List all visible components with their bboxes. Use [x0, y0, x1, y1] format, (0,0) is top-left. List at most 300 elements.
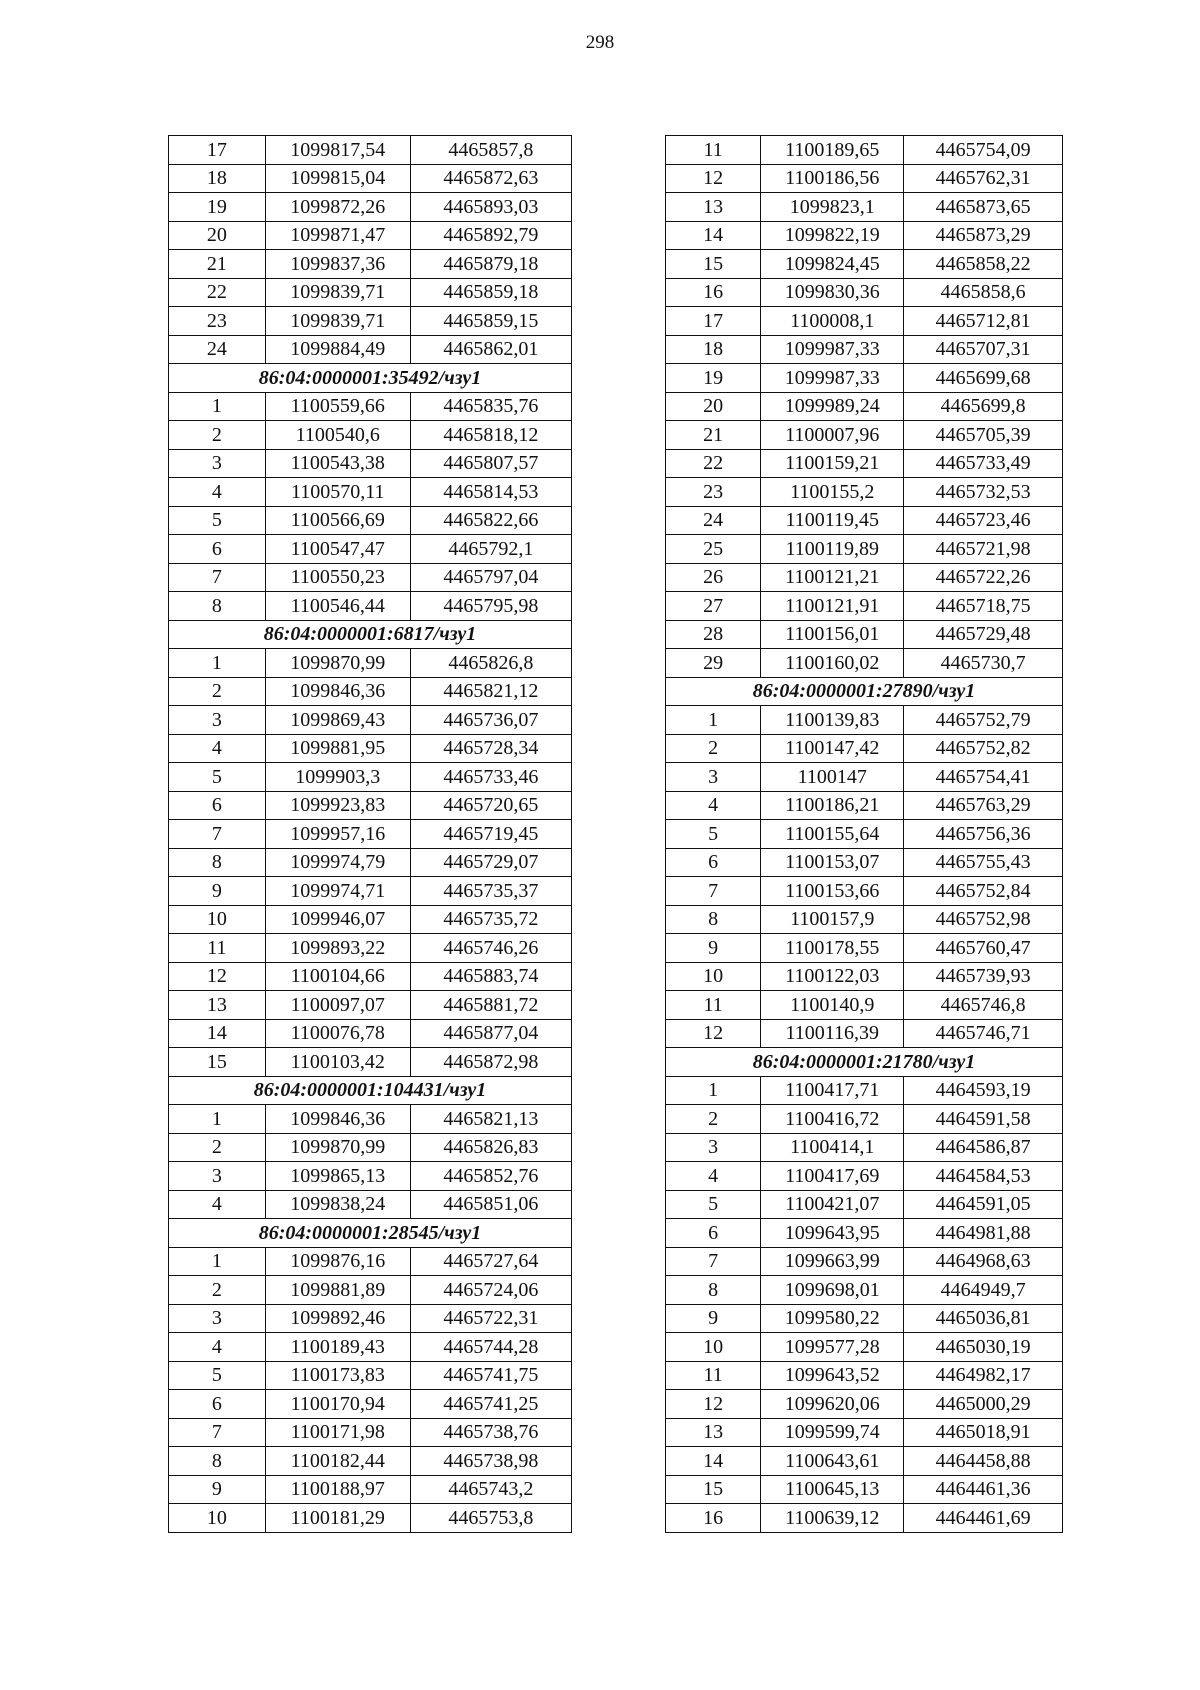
x-coordinate-cell: 1100104,66: [265, 962, 410, 991]
y-coordinate-cell: 4465859,15: [410, 307, 571, 336]
x-coordinate-cell: 1099903,3: [265, 763, 410, 792]
point-number-cell: 2: [169, 677, 266, 706]
x-coordinate-cell: 1100155,64: [761, 820, 904, 849]
coordinates-table-left: [168, 135, 572, 1533]
table-row: [666, 934, 1063, 963]
y-coordinate-cell: 4465712,81: [904, 307, 1063, 336]
x-coordinate-cell: 1099823,1: [761, 193, 904, 222]
table-row: [169, 905, 572, 934]
table-row: [666, 221, 1063, 250]
table-row: [169, 136, 572, 165]
x-coordinate-cell: 1100540,6: [265, 421, 410, 450]
y-coordinate-cell: 4465821,13: [410, 1105, 571, 1134]
point-number-cell: 6: [169, 535, 266, 564]
point-number-cell: 5: [666, 1190, 761, 1219]
section-header-row: [666, 1048, 1063, 1077]
point-number-cell: 15: [666, 250, 761, 279]
table-row: [169, 1475, 572, 1504]
x-coordinate-cell: 1100157,9: [761, 905, 904, 934]
table-row: [169, 763, 572, 792]
y-coordinate-cell: 4465733,49: [904, 449, 1063, 478]
y-coordinate-cell: 4465744,28: [410, 1333, 571, 1362]
y-coordinate-cell: 4465873,65: [904, 193, 1063, 222]
table-row: [169, 1133, 572, 1162]
y-coordinate-cell: 4464586,87: [904, 1133, 1063, 1162]
x-coordinate-cell: 1100008,1: [761, 307, 904, 336]
point-number-cell: 14: [666, 221, 761, 250]
point-number-cell: 3: [666, 1133, 761, 1162]
table-row: [666, 1333, 1063, 1362]
point-number-cell: 1: [169, 649, 266, 678]
y-coordinate-cell: 4465018,91: [904, 1418, 1063, 1447]
y-coordinate-cell: 4465753,8: [410, 1504, 571, 1533]
point-number-cell: 10: [666, 962, 761, 991]
point-number-cell: 5: [666, 820, 761, 849]
x-coordinate-cell: 1099870,99: [265, 1133, 410, 1162]
table-row: [666, 193, 1063, 222]
point-number-cell: 8: [169, 1447, 266, 1476]
point-number-cell: 18: [169, 164, 266, 193]
point-number-cell: 7: [169, 820, 266, 849]
point-number-cell: 13: [169, 991, 266, 1020]
table-row: [169, 307, 572, 336]
point-number-cell: 8: [666, 1276, 761, 1305]
x-coordinate-cell: 1099698,01: [761, 1276, 904, 1305]
x-coordinate-cell: 1100007,96: [761, 421, 904, 450]
point-number-cell: 16: [666, 1504, 761, 1533]
y-coordinate-cell: 4465718,75: [904, 592, 1063, 621]
table-row: [666, 449, 1063, 478]
y-coordinate-cell: 4464981,88: [904, 1219, 1063, 1248]
y-coordinate-cell: 4465738,76: [410, 1418, 571, 1447]
y-coordinate-cell: 4465797,04: [410, 563, 571, 592]
point-number-cell: 3: [169, 1162, 266, 1191]
point-number-cell: 11: [666, 1361, 761, 1390]
table-row: [666, 421, 1063, 450]
y-coordinate-cell: 4465795,98: [410, 592, 571, 621]
y-coordinate-cell: 4465752,79: [904, 706, 1063, 735]
x-coordinate-cell: 1100147,42: [761, 734, 904, 763]
x-coordinate-cell: 1099580,22: [761, 1304, 904, 1333]
table-row: [666, 1475, 1063, 1504]
point-number-cell: 19: [666, 364, 761, 393]
cadastral-number-cell: 86:04:0000001:6817/чзу1: [169, 620, 572, 649]
point-number-cell: 4: [666, 1162, 761, 1191]
table-row: [666, 1447, 1063, 1476]
table-row: [666, 763, 1063, 792]
point-number-cell: 10: [169, 1504, 266, 1533]
y-coordinate-cell: 4465862,01: [410, 335, 571, 364]
x-coordinate-cell: 1100417,69: [761, 1162, 904, 1191]
table-row: [169, 877, 572, 906]
table-row: [666, 848, 1063, 877]
y-coordinate-cell: 4465723,46: [904, 506, 1063, 535]
table-row: [666, 1276, 1063, 1305]
y-coordinate-cell: 4465743,2: [410, 1475, 571, 1504]
table-row: [169, 250, 572, 279]
table-row: [666, 1361, 1063, 1390]
x-coordinate-cell: 1100171,98: [265, 1418, 410, 1447]
point-number-cell: 6: [169, 791, 266, 820]
x-coordinate-cell: 1099989,24: [761, 392, 904, 421]
point-number-cell: 9: [666, 934, 761, 963]
x-coordinate-cell: 1099822,19: [761, 221, 904, 250]
point-number-cell: 4: [169, 1333, 266, 1362]
x-coordinate-cell: 1100173,83: [265, 1361, 410, 1390]
table-row: [169, 1276, 572, 1305]
x-coordinate-cell: 1100140,9: [761, 991, 904, 1020]
y-coordinate-cell: 4465746,8: [904, 991, 1063, 1020]
point-number-cell: 12: [666, 164, 761, 193]
y-coordinate-cell: 4465720,65: [410, 791, 571, 820]
table-row: [666, 335, 1063, 364]
x-coordinate-cell: 1100421,07: [761, 1190, 904, 1219]
table-row: [169, 1390, 572, 1419]
x-coordinate-cell: 1099815,04: [265, 164, 410, 193]
y-coordinate-cell: 4465826,83: [410, 1133, 571, 1162]
table-row: [169, 1019, 572, 1048]
table-row: [666, 706, 1063, 735]
x-coordinate-cell: 1100189,43: [265, 1333, 410, 1362]
table-row: [666, 1076, 1063, 1105]
point-number-cell: 4: [169, 734, 266, 763]
table-row: [666, 535, 1063, 564]
table-row: [666, 164, 1063, 193]
point-number-cell: 5: [169, 506, 266, 535]
table-row: [666, 1418, 1063, 1447]
y-coordinate-cell: 4465733,46: [410, 763, 571, 792]
x-coordinate-cell: 1099946,07: [265, 905, 410, 934]
point-number-cell: 14: [666, 1447, 761, 1476]
x-coordinate-cell: 1100153,07: [761, 848, 904, 877]
table-row: [666, 563, 1063, 592]
table-row: [666, 136, 1063, 165]
x-coordinate-cell: 1100119,45: [761, 506, 904, 535]
point-number-cell: 6: [666, 1219, 761, 1248]
y-coordinate-cell: 4465893,03: [410, 193, 571, 222]
x-coordinate-cell: 1099865,13: [265, 1162, 410, 1191]
x-coordinate-cell: 1100645,13: [761, 1475, 904, 1504]
table-row: [169, 706, 572, 735]
y-coordinate-cell: 4464968,63: [904, 1247, 1063, 1276]
table-row: [666, 1133, 1063, 1162]
table-row: [169, 1361, 572, 1390]
point-number-cell: 12: [666, 1390, 761, 1419]
table-row: [169, 820, 572, 849]
point-number-cell: 8: [169, 848, 266, 877]
x-coordinate-cell: 1099923,83: [265, 791, 410, 820]
x-coordinate-cell: 1100186,21: [761, 791, 904, 820]
y-coordinate-cell: 4465727,64: [410, 1247, 571, 1276]
y-coordinate-cell: 4464982,17: [904, 1361, 1063, 1390]
y-coordinate-cell: 4465746,71: [904, 1019, 1063, 1048]
y-coordinate-cell: 4465752,82: [904, 734, 1063, 763]
y-coordinate-cell: 4465858,22: [904, 250, 1063, 279]
table-row: [666, 1019, 1063, 1048]
y-coordinate-cell: 4465036,81: [904, 1304, 1063, 1333]
point-number-cell: 4: [666, 791, 761, 820]
y-coordinate-cell: 4465699,8: [904, 392, 1063, 421]
y-coordinate-cell: 4465857,8: [410, 136, 571, 165]
x-coordinate-cell: 1099872,26: [265, 193, 410, 222]
point-number-cell: 24: [666, 506, 761, 535]
table-row: [666, 991, 1063, 1020]
point-number-cell: 6: [666, 848, 761, 877]
y-coordinate-cell: 4465728,34: [410, 734, 571, 763]
table-row: [666, 1162, 1063, 1191]
table-row: [666, 962, 1063, 991]
table-row: [666, 1304, 1063, 1333]
y-coordinate-cell: 4464591,05: [904, 1190, 1063, 1219]
table-row: [169, 449, 572, 478]
x-coordinate-cell: 1100416,72: [761, 1105, 904, 1134]
y-coordinate-cell: 4465741,25: [410, 1390, 571, 1419]
point-number-cell: 2: [666, 1105, 761, 1134]
cadastral-number-cell: 86:04:0000001:27890/чзу1: [666, 677, 1063, 706]
y-coordinate-cell: 4465881,72: [410, 991, 571, 1020]
x-coordinate-cell: 1100550,23: [265, 563, 410, 592]
point-number-cell: 2: [169, 1276, 266, 1305]
y-coordinate-cell: 4465883,74: [410, 962, 571, 991]
cadastral-number-cell: 86:04:0000001:35492/чзу1: [169, 364, 572, 393]
table-row: [666, 649, 1063, 678]
x-coordinate-cell: 1099846,36: [265, 1105, 410, 1134]
table-row: [169, 278, 572, 307]
point-number-cell: 25: [666, 535, 761, 564]
table-row: [169, 677, 572, 706]
x-coordinate-cell: 1100116,39: [761, 1019, 904, 1048]
table-row: [666, 905, 1063, 934]
section-header-row: [169, 1076, 572, 1105]
x-coordinate-cell: 1100643,61: [761, 1447, 904, 1476]
table-row: [169, 506, 572, 535]
y-coordinate-cell: 4465722,26: [904, 563, 1063, 592]
point-number-cell: 2: [169, 1133, 266, 1162]
table-row: [666, 1504, 1063, 1533]
point-number-cell: 1: [169, 392, 266, 421]
point-number-cell: 21: [169, 250, 266, 279]
y-coordinate-cell: 4464461,69: [904, 1504, 1063, 1533]
point-number-cell: 1: [169, 1247, 266, 1276]
point-number-cell: 3: [169, 1304, 266, 1333]
table-row: [666, 791, 1063, 820]
point-number-cell: 23: [666, 478, 761, 507]
x-coordinate-cell: 1100181,29: [265, 1504, 410, 1533]
y-coordinate-cell: 4465729,07: [410, 848, 571, 877]
y-coordinate-cell: 4465818,12: [410, 421, 571, 450]
x-coordinate-cell: 1100639,12: [761, 1504, 904, 1533]
x-coordinate-cell: 1100566,69: [265, 506, 410, 535]
cadastral-number-cell: 86:04:0000001:28545/чзу1: [169, 1219, 572, 1248]
section-header-row: [169, 1219, 572, 1248]
x-coordinate-cell: 1100547,47: [265, 535, 410, 564]
point-number-cell: 11: [666, 136, 761, 165]
point-number-cell: 12: [169, 962, 266, 991]
x-coordinate-cell: 1100122,03: [761, 962, 904, 991]
x-coordinate-cell: 1099577,28: [761, 1333, 904, 1362]
x-coordinate-cell: 1100543,38: [265, 449, 410, 478]
table-row: [666, 1105, 1063, 1134]
x-coordinate-cell: 1100182,44: [265, 1447, 410, 1476]
table-row: [666, 250, 1063, 279]
y-coordinate-cell: 4465877,04: [410, 1019, 571, 1048]
y-coordinate-cell: 4465835,76: [410, 392, 571, 421]
y-coordinate-cell: 4464458,88: [904, 1447, 1063, 1476]
table-row: [666, 307, 1063, 336]
y-coordinate-cell: 4465739,93: [904, 962, 1063, 991]
table-row: [169, 478, 572, 507]
table-row: [169, 563, 572, 592]
y-coordinate-cell: 4465873,29: [904, 221, 1063, 250]
x-coordinate-cell: 1099830,36: [761, 278, 904, 307]
y-coordinate-cell: 4465762,31: [904, 164, 1063, 193]
cadastral-number-cell: 86:04:0000001:104431/чзу1: [169, 1076, 572, 1105]
point-number-cell: 13: [666, 1418, 761, 1447]
y-coordinate-cell: 4465760,47: [904, 934, 1063, 963]
x-coordinate-cell: 1099974,79: [265, 848, 410, 877]
point-number-cell: 7: [666, 1247, 761, 1276]
point-number-cell: 3: [169, 449, 266, 478]
point-number-cell: 20: [169, 221, 266, 250]
y-coordinate-cell: 4465892,79: [410, 221, 571, 250]
y-coordinate-cell: 4465852,76: [410, 1162, 571, 1191]
table-row: [666, 877, 1063, 906]
table-row: [666, 734, 1063, 763]
x-coordinate-cell: 1099643,95: [761, 1219, 904, 1248]
x-coordinate-cell: 1100417,71: [761, 1076, 904, 1105]
x-coordinate-cell: 1099893,22: [265, 934, 410, 963]
x-coordinate-cell: 1100121,21: [761, 563, 904, 592]
table-row: [169, 734, 572, 763]
point-number-cell: 8: [666, 905, 761, 934]
point-number-cell: 7: [169, 1418, 266, 1447]
table-row: [169, 221, 572, 250]
point-number-cell: 11: [666, 991, 761, 1020]
point-number-cell: 23: [169, 307, 266, 336]
x-coordinate-cell: 1100076,78: [265, 1019, 410, 1048]
table-row: [666, 278, 1063, 307]
point-number-cell: 13: [666, 193, 761, 222]
point-number-cell: 2: [169, 421, 266, 450]
point-number-cell: 21: [666, 421, 761, 450]
cadastral-number-cell: 86:04:0000001:21780/чзу1: [666, 1048, 1063, 1077]
y-coordinate-cell: 4465000,29: [904, 1390, 1063, 1419]
y-coordinate-cell: 4465736,07: [410, 706, 571, 735]
y-coordinate-cell: 4464461,36: [904, 1475, 1063, 1504]
point-number-cell: 28: [666, 620, 761, 649]
x-coordinate-cell: 1100546,44: [265, 592, 410, 621]
x-coordinate-cell: 1100156,01: [761, 620, 904, 649]
x-coordinate-cell: 1100155,2: [761, 478, 904, 507]
point-number-cell: 3: [169, 706, 266, 735]
x-coordinate-cell: 1100559,66: [265, 392, 410, 421]
x-coordinate-cell: 1100147: [761, 763, 904, 792]
y-coordinate-cell: 4465707,31: [904, 335, 1063, 364]
y-coordinate-cell: 4465821,12: [410, 677, 571, 706]
y-coordinate-cell: 4465719,45: [410, 820, 571, 849]
y-coordinate-cell: 4464591,58: [904, 1105, 1063, 1134]
x-coordinate-cell: 1100097,07: [265, 991, 410, 1020]
table-row: [169, 1247, 572, 1276]
x-coordinate-cell: 1100414,1: [761, 1133, 904, 1162]
y-coordinate-cell: 4465030,19: [904, 1333, 1063, 1362]
x-coordinate-cell: 1099838,24: [265, 1190, 410, 1219]
table-row: [666, 1390, 1063, 1419]
y-coordinate-cell: 4464949,7: [904, 1276, 1063, 1305]
y-coordinate-cell: 4465872,98: [410, 1048, 571, 1077]
y-coordinate-cell: 4465814,53: [410, 478, 571, 507]
y-coordinate-cell: 4465851,06: [410, 1190, 571, 1219]
y-coordinate-cell: 4465807,57: [410, 449, 571, 478]
x-coordinate-cell: 1099837,36: [265, 250, 410, 279]
x-coordinate-cell: 1099987,33: [761, 335, 904, 364]
y-coordinate-cell: 4465722,31: [410, 1304, 571, 1333]
table-row: [169, 535, 572, 564]
table-row: [169, 1447, 572, 1476]
point-number-cell: 26: [666, 563, 761, 592]
x-coordinate-cell: 1099817,54: [265, 136, 410, 165]
table-row: [169, 991, 572, 1020]
coordinates-table-right: [665, 135, 1063, 1533]
x-coordinate-cell: 1100170,94: [265, 1390, 410, 1419]
table-row: [169, 1504, 572, 1533]
y-coordinate-cell: 4465822,66: [410, 506, 571, 535]
section-header-row: [169, 364, 572, 393]
point-number-cell: 16: [666, 278, 761, 307]
point-number-cell: 10: [666, 1333, 761, 1362]
y-coordinate-cell: 4465735,37: [410, 877, 571, 906]
table-row: [666, 478, 1063, 507]
table-row: [666, 506, 1063, 535]
point-number-cell: 5: [169, 763, 266, 792]
section-header-row: [666, 677, 1063, 706]
x-coordinate-cell: 1100121,91: [761, 592, 904, 621]
table-row: [169, 1418, 572, 1447]
point-number-cell: 18: [666, 335, 761, 364]
x-coordinate-cell: 1100160,02: [761, 649, 904, 678]
y-coordinate-cell: 4465826,8: [410, 649, 571, 678]
point-number-cell: 19: [169, 193, 266, 222]
y-coordinate-cell: 4465705,39: [904, 421, 1063, 450]
x-coordinate-cell: 1100570,11: [265, 478, 410, 507]
x-coordinate-cell: 1100159,21: [761, 449, 904, 478]
x-coordinate-cell: 1099620,06: [761, 1390, 904, 1419]
x-coordinate-cell: 1099974,71: [265, 877, 410, 906]
y-coordinate-cell: 4465859,18: [410, 278, 571, 307]
table-row: [169, 962, 572, 991]
x-coordinate-cell: 1099869,43: [265, 706, 410, 735]
x-coordinate-cell: 1100153,66: [761, 877, 904, 906]
y-coordinate-cell: 4465741,75: [410, 1361, 571, 1390]
point-number-cell: 17: [666, 307, 761, 336]
x-coordinate-cell: 1099839,71: [265, 307, 410, 336]
y-coordinate-cell: 4465730,7: [904, 649, 1063, 678]
table-row: [169, 1105, 572, 1134]
x-coordinate-cell: 1099871,47: [265, 221, 410, 250]
y-coordinate-cell: 4465735,72: [410, 905, 571, 934]
x-coordinate-cell: 1099870,99: [265, 649, 410, 678]
table-row: [666, 1190, 1063, 1219]
y-coordinate-cell: 4464584,53: [904, 1162, 1063, 1191]
point-number-cell: 15: [666, 1475, 761, 1504]
x-coordinate-cell: 1100139,83: [761, 706, 904, 735]
point-number-cell: 11: [169, 934, 266, 963]
point-number-cell: 22: [666, 449, 761, 478]
table-row: [666, 820, 1063, 849]
point-number-cell: 5: [169, 1361, 266, 1390]
point-number-cell: 1: [169, 1105, 266, 1134]
point-number-cell: 6: [169, 1390, 266, 1419]
